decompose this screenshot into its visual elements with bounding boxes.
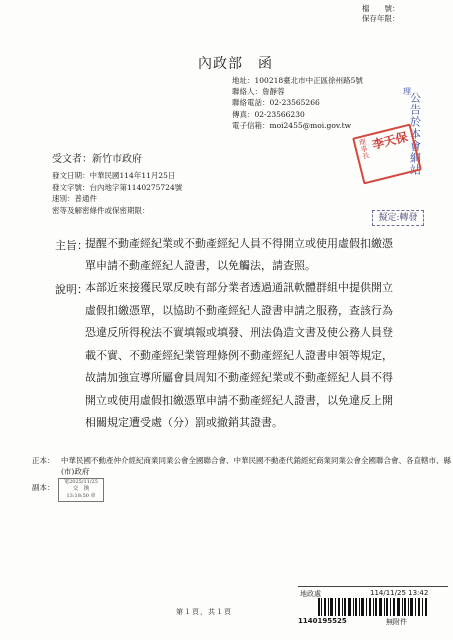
sender-phone: 聯絡電話：02-23565266: [232, 98, 320, 108]
receipt-time: 114/11/25 13:42: [370, 589, 429, 597]
sender-address: 地址：100218臺北市中正區徐州路5號: [232, 76, 363, 85]
sender-email: 電子信箱：moi2455@moi.gov.tw: [232, 120, 352, 130]
page-number: 第１頁，共１頁: [176, 608, 232, 616]
sender-fax: 傳真：02-23566230: [232, 109, 305, 119]
issue-date: 發文日期：中華民國114年11月25日: [52, 171, 176, 180]
draft-stamp: 擬定:轉發: [372, 210, 424, 226]
copy-label: 副本：: [32, 483, 55, 492]
chairman-seal-title: 理事長: [358, 137, 371, 161]
website-notice-stamp-text: 公告於本會網站: [408, 92, 422, 176]
retention-label: 保存年限：: [362, 14, 400, 23]
website-notice-stamp-prefix: 理: [403, 87, 411, 96]
receipt-barcode: [298, 586, 448, 627]
speed-class: 速別：普通件: [52, 194, 97, 203]
issue-number: 發文字號：台內地字第1140275724號: [52, 182, 183, 192]
original-list: 中華民國不動產仲介經紀商業同業公會全國聯合會、中華民國不動產代銷經紀商業同業公會全國聯合會、各直轄市、縣(市)政府: [61, 456, 451, 476]
recipient: 受文者：新竹市政府: [52, 154, 142, 165]
exchange-stamp-line1: 電2025/11/25: [64, 479, 98, 485]
receipt-department: 地政處: [300, 590, 321, 598]
secrecy-class: 密等及解密條件或保密期限：: [52, 205, 150, 215]
exchange-stamp-line2: 交 換: [72, 486, 90, 492]
subject-label: 主旨：: [55, 239, 88, 252]
receipt-number: 1140195525: [298, 617, 347, 625]
attachment-status: 無附件: [386, 618, 407, 626]
document-meta: [52, 170, 182, 216]
sender-contact: 聯絡人：詹靜蓉: [232, 87, 285, 97]
archive-info: [362, 4, 400, 24]
description-label: 說明：: [55, 283, 88, 296]
original-label: 正本：: [32, 456, 55, 465]
subject-text: 提醒不動產經紀業或不動產經紀人員不得開立或使用虛假扣繳憑單申請不動產經紀人證書，以免觸法，請查照。: [85, 237, 393, 272]
barcode-icon: [318, 598, 428, 616]
original-recipients: [32, 455, 451, 476]
description-text: 本部近來接獲民眾反映有部分業者透過通訊軟體群組中提供開立虛假扣繳憑單，以協助不動產經紀人證書申請之服務，查該行為恐違反所得稅法不實填報或填發、刑法偽造文書及使公務人員登載不實、不動產經紀業管理條例不動產經紀人證書申領等規定，故請加強宣導所屬會員周知不動產經紀業或不動產經紀人員不得開立或使用虛假扣繳憑單申請不動產經紀人證書，以免違反上開相關規定遭受處（分）罰或撤銷其證書。: [85, 281, 393, 429]
chairman-seal-name: 李天保: [370, 129, 410, 153]
exchange-stamp: [58, 478, 104, 502]
exchange-stamp-line3: 13:18:50 章: [66, 493, 96, 499]
file-number-label: 檔 號：: [362, 4, 400, 13]
document-title: 內政部 函: [198, 56, 273, 72]
